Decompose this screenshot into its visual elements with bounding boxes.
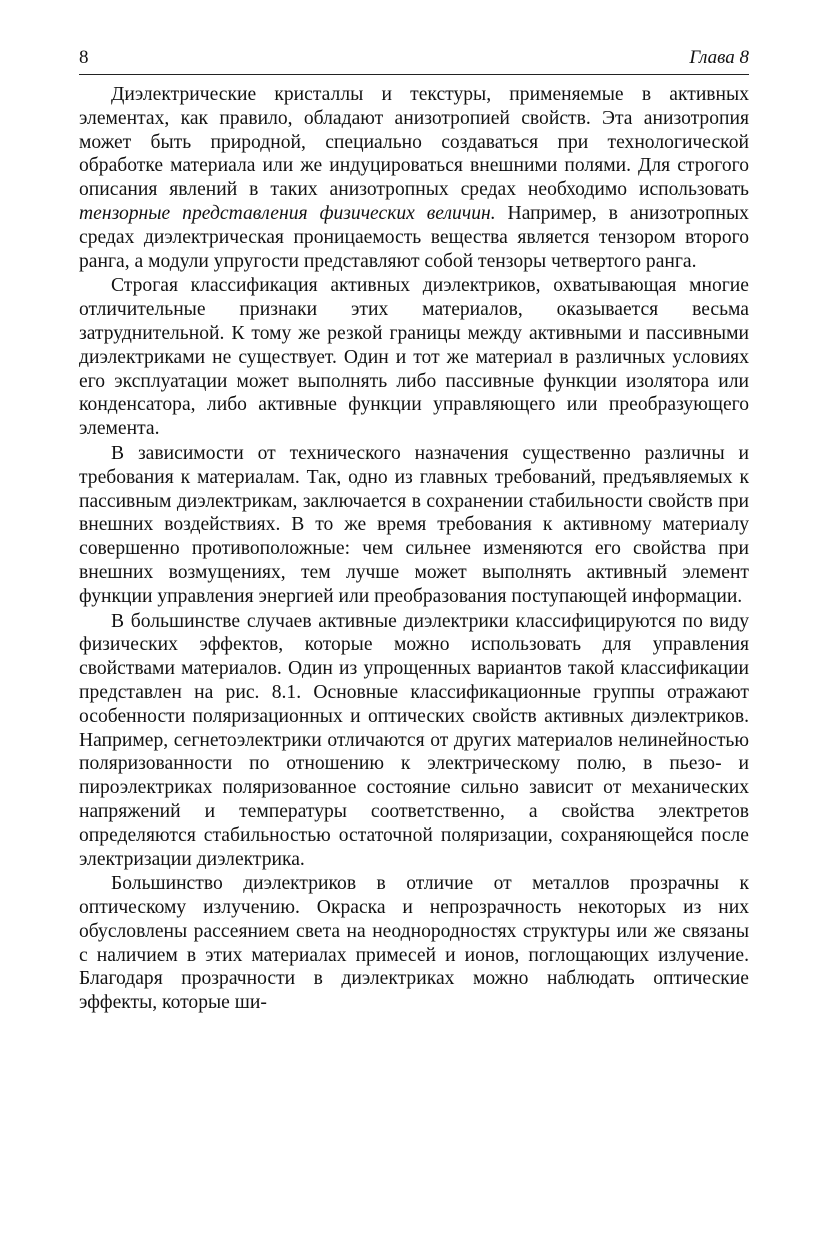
paragraph-anisotropy-text-end: Например, в анизотропных средах диэлектрическая проницаемость вещества является тензором второго ранга, а модули упругости представляют собой тензоры четвертого ранга.	[79, 202, 749, 272]
paragraph-optical: Большинство диэлектриков в отличие от металлов прозрачны к оптическому излучению. Окраска и непрозрачность некоторых из них обусловлены рассеянием света на неоднородностях структуры или же связаны с наличием в этих материалах примесей и ионов, поглощающих излучение. Благодаря прозрачности в диэлектриках можно наблюдать оптические эффекты, которые ши-	[79, 873, 749, 1014]
book-page	[79, 46, 749, 1015]
paragraph-anisotropy-text-start: Диэлектрические кристаллы и текстуры, применяемые в активных элементах, как правило, обладают анизотропией свойств. Эта анизотропия может быть природной, специально создаваться при технологической обработке материала или же индуцироваться внешними полями. Для строгого описания явлений в таких анизотропных средах необходимо использовать	[79, 84, 749, 201]
paragraph-anisotropy	[79, 83, 749, 273]
page-number: 8	[79, 47, 89, 68]
body-text	[79, 83, 749, 1015]
paragraph-requirements: В зависимости от технического назначения существенно различны и требования к материалам. Так, одно из главных требований, предъявляемых к пассивным диэлектрикам, заключается в сохранении стабильности свойств при внешних воздействиях. В то же время требования к активному материалу совершенно противоположные: чем сильнее изменяются его свойства при внешних возмущениях, тем лучше может выполнять активный элемент функции управления энергией или преобразования поступающей информации.	[79, 442, 749, 607]
paragraph-physical-effects: В большинстве случаев активные диэлектрики классифицируются по виду физических эффектов, которые можно использовать для управления свойствами материалов. Один из упрощенных вариантов такой классификации представлен на рис. 8.1. Основные классификационные группы отражают особенности поляризационных и оптических свойств активных диэлектриков. Например, сегнетоэлектрики отличаются от других материалов нелинейностью поляризованности по отношению к электрическому полю, в пьезо- и пироэлектриках поляризованное состояние сильно зависит от механических напряжений и температуры соответственно, а свойства электретов определяются стабильностью остаточной поляризации, сохраняющейся после электризации диэлектрика.	[79, 610, 749, 870]
chapter-title: Глава 8	[689, 47, 749, 68]
running-head	[79, 46, 749, 75]
paragraph-classification: Строгая классификация активных диэлектриков, охватывающая многие отличительные признаки этих материалов, оказывается весьма затруднительной. К тому же резкой границы между активными и пассивными диэлектриками не существует. Один и тот же материал в различных условиях его эксплуатации может выполнять либо пассивные функции изолятора или конденсатора, либо активные функции управляющего или преобразующего элемента.	[79, 275, 749, 440]
paragraph-anisotropy-emphasis: тензорные представления физических величин.	[79, 202, 496, 224]
